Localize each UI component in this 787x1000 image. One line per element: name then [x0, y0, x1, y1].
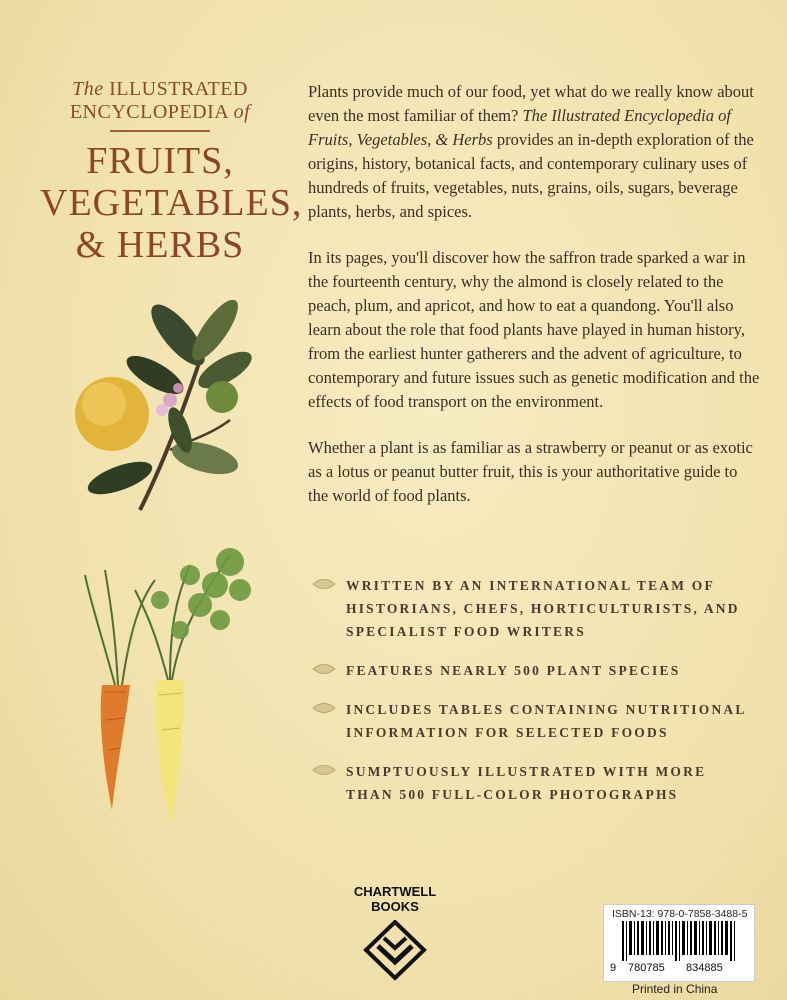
feature-text: INCLUDES TABLES CONTAINING NUTRITIONAL INFORMATION FOR SELECTED FOODS: [346, 702, 746, 740]
barcode-lead-digit: 9: [610, 962, 617, 974]
publisher-name: [345, 884, 445, 914]
leaf-bullet-icon: [312, 663, 336, 675]
description-paragraph-2: In its pages, you'll discover how the saffron trade sparked a war in the fourteenth century, why the almond is closely related to the peach, plum, and apricot, and how to eat a quandong. You'll also learn about the role that food plants have played in human history, from the earliest hunter gatherers and the advent of agriculture, to contemporary and future issues such as genetic modification and the effects of food transport on the environment.: [308, 248, 760, 411]
feature-text: FEATURES NEARLY 500 PLANT SPECIES: [346, 663, 681, 678]
paragraph-1-book-title: The Illustrated Encyclopedia of Fruits, Vegetables, & Herbs: [308, 106, 731, 149]
leaf-bullet-icon: [312, 702, 336, 714]
publisher-logo-icon: [362, 920, 428, 982]
description: [308, 80, 760, 530]
printed-in: Printed in China: [632, 982, 718, 996]
feature-item: [312, 574, 752, 643]
isbn-number: ISBN-13: 978-0-7858-3488-5: [612, 908, 748, 920]
barcode-block: [603, 904, 755, 982]
book-title: [40, 78, 303, 266]
title-of: of: [233, 101, 251, 123]
feature-item: [312, 659, 752, 682]
paragraph-1-intro: Plants provide much of our food, yet what do we really know about even the most familiar of them?: [308, 82, 754, 125]
description-paragraph-3: Whether a plant is as familiar as a strawberry or peanut or as exotic as a lotus or peanut butter fruit, this is your authoritative guide to the world of food plants.: [308, 438, 753, 505]
title-prefix: The: [72, 78, 104, 100]
publisher-line-1: CHARTWELL: [353, 884, 437, 899]
publisher-line-2: BOOKS: [371, 899, 419, 914]
barcode-icon: [608, 921, 750, 961]
title-main-3: & HERBS: [75, 224, 245, 266]
title-rule: [110, 130, 210, 132]
title-main-2: VEGETABLES,: [40, 182, 303, 224]
title-line-2: [40, 100, 280, 124]
title-line-1: [40, 78, 280, 100]
feature-item: [312, 760, 752, 806]
description-paragraph-1: [308, 80, 760, 224]
feature-text: SUMPTUOUSLY ILLUSTRATED WITH MORE THAN 500 FULL-COLOR PHOTOGRAPHS: [346, 764, 707, 802]
leaf-bullet-icon: [312, 764, 336, 776]
barcode-group-2: 834885: [686, 962, 723, 974]
feature-item: [312, 698, 752, 744]
botanical-illustration: [60, 300, 280, 840]
paragraph-1-rest: provides an in-depth exploration of the origins, history, botanical facts, and contemporary culinary uses of hundreds of fruits, vegetables, nuts, grains, oils, sugars, beverage plants, herbs, and spices.: [308, 130, 754, 221]
title-illustrated: ILLUSTRATED: [109, 78, 248, 100]
title-encyclopedia: ENCYCLOPEDIA: [69, 101, 229, 123]
leaf-bullet-icon: [312, 578, 336, 590]
barcode-group-1: 780785: [628, 962, 665, 974]
title-main-1: FRUITS,: [86, 140, 234, 182]
feature-list: [312, 574, 752, 822]
feature-text: WRITTEN BY AN INTERNATIONAL TEAM OF HISTORIANS, CHEFS, HORTICULTURISTS, AND SPECIALIST FOOD WRITERS: [346, 578, 740, 639]
